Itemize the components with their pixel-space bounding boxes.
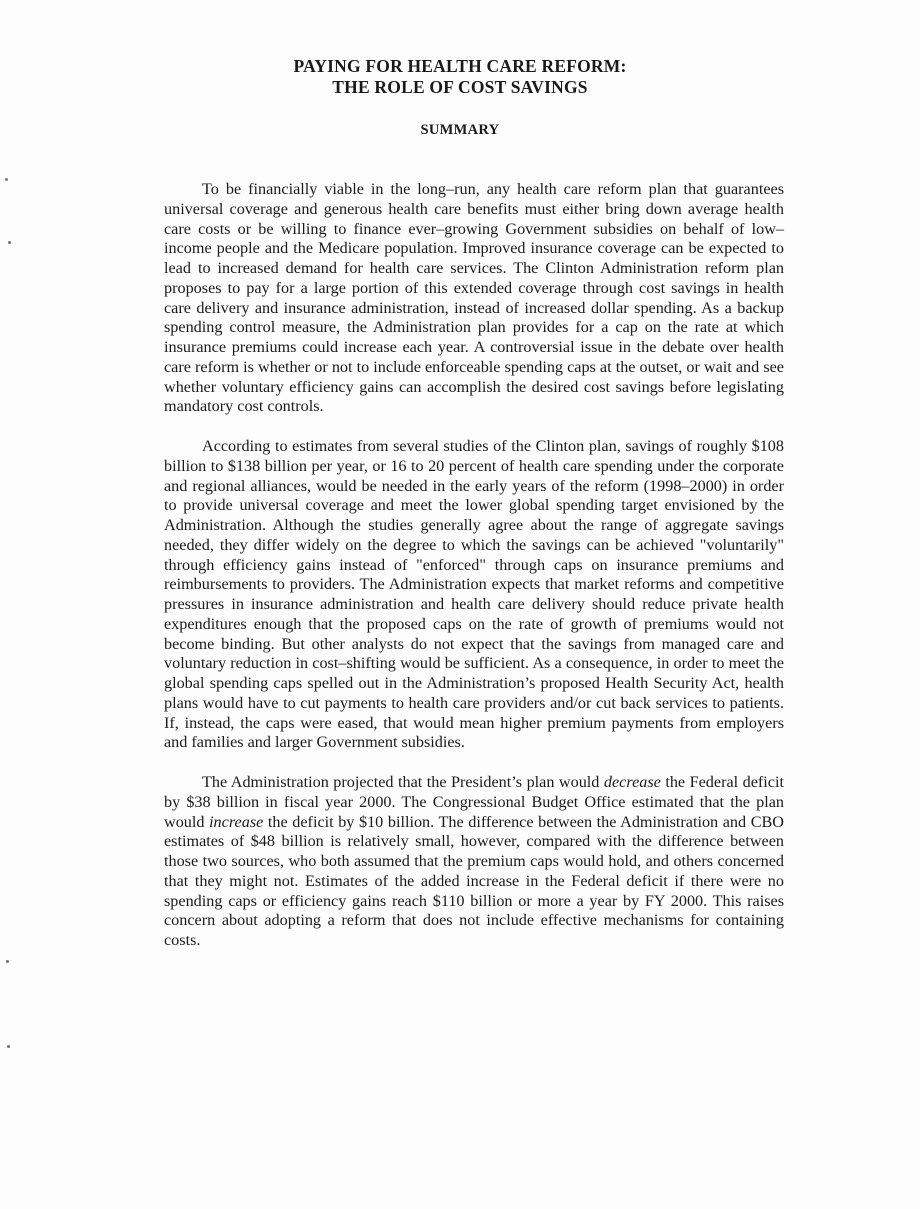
scan-speck bbox=[8, 241, 11, 244]
paragraph bbox=[164, 773, 784, 951]
summary-heading: SUMMARY bbox=[420, 122, 500, 138]
paragraph bbox=[164, 437, 784, 753]
document-title-line-2: THE ROLE OF COST SAVINGS bbox=[332, 77, 588, 97]
title-block bbox=[0, 56, 920, 98]
scan-speck bbox=[5, 178, 8, 181]
paragraph-text: the deficit by $10 billion. The difference between the Administration and CBO estimates of $48 billion is relatively small, however, compared with the difference between those two sources, who both assumed that the premium caps would hold, and others concerned that they might not. Estimates of the added increase in the Federal deficit if there were no spending caps or efficiency gains reach $110 billion or more a year by FY 2000. This raises concern about adopting a reform that does not include effective mechanisms for containing costs. bbox=[164, 812, 784, 949]
scan-speck bbox=[7, 1045, 10, 1048]
paragraph bbox=[164, 180, 784, 417]
document-title-line-1: PAYING FOR HEALTH CARE REFORM: bbox=[293, 56, 627, 76]
paragraph-text: the Federal deficit by $38 billion in fiscal year 2000. The Congressional Budget Office estimated that the plan would bbox=[164, 773, 784, 831]
paragraph-text: According to estimates from several studies of the Clinton plan, savings of roughly $108 billion to $138 billion per year, or 16 to 20 percent of health care spending under the corporate and regional alliances, would be needed in the early years of the reform (1998–2000) in order to provide universal coverage and meet the lower global spending target envisioned by the Administration. Although the studies generally agree about the range of aggregate savings needed, they differ widely on the degree to which the savings can be achieved "voluntarily" through efficiency gains instead of "enforced" through caps on insurance premiums and reimbursements to providers. The Administration expects that market reforms and competitive pressures in insurance administration and health care delivery should reduce private health expenditures enough that the proposed caps on the rate of growth of premiums would not become binding. But other analysts do not expect that the savings from managed care and voluntary reduction in cost–shifting would be sufficient. As a consequence, in order to meet the global spending caps spelled out in the Administration’s proposed Health Security Act, health plans would have to cut payments to health care providers and/or cut back services to patients. If, instead, the caps were eased, that would mean higher premium payments from employers and families and larger Government subsidies. bbox=[164, 437, 784, 752]
emphasis-text: increase bbox=[209, 812, 264, 831]
scan-speck bbox=[6, 960, 9, 963]
emphasis-text: decrease bbox=[603, 773, 661, 791]
paragraph-text: To be financially viable in the long–run, any health care reform plan that guarantees universal coverage and generous health care benefits must either bring down average health care costs or be willing to finance ever–growing Government subsidies on behalf of low–income people and the Medicare population. Improved insurance coverage can be expected to lead to increased demand for health care services. The Clinton Administration reform plan proposes to pay for a large portion of this extended coverage through cost savings in health care delivery and insurance administration, instead of increased dollar spending. As a backup spending control measure, the Administration plan provides for a cap on the rate at which insurance premiums could increase each year. A controversial issue in the debate over health care reform is whether or not to include enforceable spending caps at the outset, or wait and see whether voluntary efficiency gains can accomplish the desired cost savings before legislating mandatory cost controls. bbox=[164, 180, 784, 416]
paragraph-text: The Administration projected that the President’s plan would bbox=[202, 773, 604, 791]
body-text bbox=[164, 180, 784, 971]
